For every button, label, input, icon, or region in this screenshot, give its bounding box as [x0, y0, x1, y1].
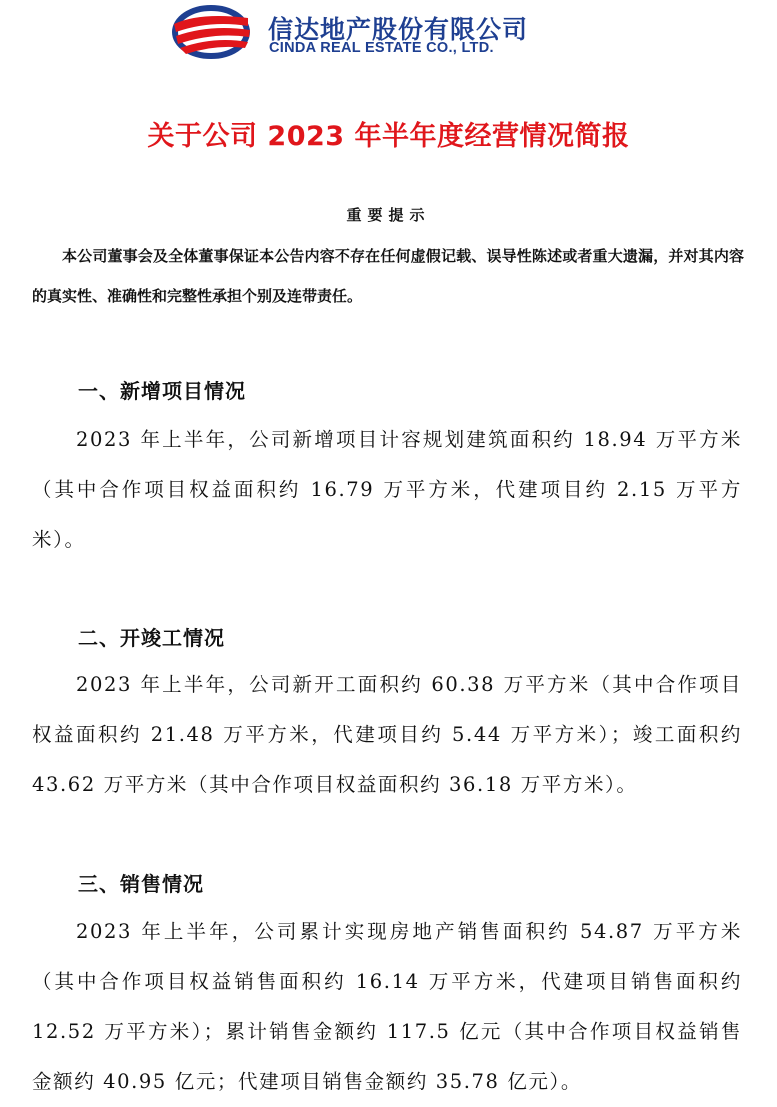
section-heading-construction: 二、开竣工情况 — [78, 626, 225, 650]
section-heading-new-projects: 一、新增项目情况 — [78, 379, 246, 403]
section-body-new-projects: 2023 年上半年，公司新增项目计容规划建筑面积约 18.94 万平方米（其中合作项目权益面积约 16.79 万平方米，代建项目约 2.15 万平方米）。 — [32, 428, 742, 551]
notice-body: 本公司董事会及全体董事保证本公告内容不存在任何虚假记载、误导性陈述或者重大遗漏，并对其内容的真实性、准确性和完整性承担个别及连带责任。 — [32, 247, 744, 305]
notice-heading: 重要提示 — [346, 206, 431, 224]
section-body-construction: 2023 年上半年，公司新开工面积约 60.38 万平方米（其中合作项目权益面积约 21.48 万平方米，代建项目约 5.44 万平方米）；竣工面积约 43.62 万平方米（其中合作项目权益面积约 36.18 万平方米）。 — [32, 673, 742, 796]
company-logo-icon — [170, 4, 252, 60]
company-name-cn: 信达地产股份有限公司 — [268, 15, 529, 44]
company-header — [170, 4, 570, 60]
section-heading-sales: 三、销售情况 — [78, 872, 204, 896]
section-body-sales: 2023 年上半年，公司累计实现房地产销售面积约 54.87 万平方米（其中合作项目权益销售面积约 16.14 万平方米，代建项目销售面积约 12.52 万平方米）；累计销售金额约 117.5 亿元（其中合作项目权益销售金额约 40.95 亿元；代建项目销售金额约 35.78 亿元）。 — [32, 920, 742, 1093]
company-name-en: CINDA REAL ESTATE CO., LTD. — [269, 40, 494, 56]
document-title: 关于公司 2023 年半年度经营情况简报 — [147, 121, 630, 152]
